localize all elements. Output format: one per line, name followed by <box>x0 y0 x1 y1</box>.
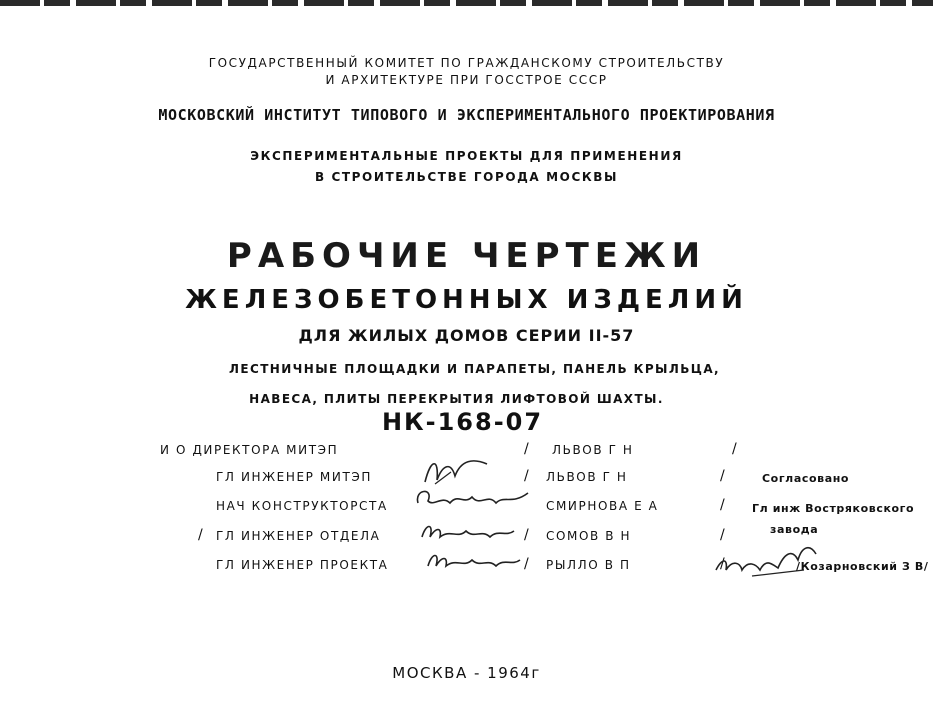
signatory-role: ГЛ ИНЖЕНЕР ОТДЕЛА <box>216 529 381 543</box>
approval-line-1: Согласовано <box>762 472 850 485</box>
signature-scribble <box>421 454 491 488</box>
items-line-2: НАВЕСА, ПЛИТЫ ПЕРЕКРЫТИЯ ЛИФТОВОЙ ШАХТЫ. <box>249 392 664 406</box>
city-and-year: МОСКВА - 1964г <box>392 664 541 682</box>
series-subtitle: ДЛЯ ЖИЛЫХ ДОМОВ СЕРИИ II-57 <box>298 326 635 345</box>
signatory-name: ЛЬВОВ Г Н <box>546 470 628 484</box>
org-line-2: И АРХИТЕКТУРЕ ПРИ ГОССТРОЕ СССР <box>325 73 608 87</box>
separator-slash: / <box>524 441 531 457</box>
signatory-name: СОМОВ В Н <box>546 529 632 543</box>
signature-scribble <box>412 485 532 513</box>
separator-slash: / <box>720 468 727 484</box>
signatory-role: ГЛ ИНЖЕНЕР МИТЭП <box>216 470 372 484</box>
top-border-rule <box>0 0 933 6</box>
separator-slash: / <box>720 527 727 543</box>
signatory-role: И О ДИРЕКТОРА МИТЭП <box>160 443 339 457</box>
approval-line-2: Гл инж Востряковского <box>752 502 915 515</box>
signature-scribble <box>424 550 524 574</box>
separator-slash: / <box>720 497 727 513</box>
approval-line-3: завода <box>770 523 819 536</box>
signatory-name: СМИРНОВА Е А <box>546 499 659 513</box>
separator-slash: / <box>524 468 531 484</box>
handwritten-signature <box>412 485 532 517</box>
document-code: НК-168-07 <box>381 408 544 436</box>
org-line-1: ГОСУДАРСТВЕННЫЙ КОМИТЕТ ПО ГРАЖДАНСКОМУ СТРОИТЕЛЬСТВУ <box>208 56 725 70</box>
experimental-line-1: ЭКСПЕРИМЕНТАЛЬНЫЕ ПРОЕКТЫ ДЛЯ ПРИМЕНЕНИЯ <box>250 149 683 163</box>
separator-slash: / <box>923 560 929 573</box>
experimental-line-2: В СТРОИТЕЛЬСТВЕ ГОРОДА МОСКВЫ <box>314 170 619 184</box>
institute-name: МОСКОВСКИЙ ИНСТИТУТ ТИПОВОГО И ЭКСПЕРИМЕНТАЛЬНОГО ПРОЕКТИРОВАНИЯ <box>158 106 775 124</box>
approver-name: Козарновский З В <box>800 560 924 573</box>
signatory-role: НАЧ КОНСТРУКТОРСТА <box>216 499 388 513</box>
signatory-name: РЫЛЛО В П <box>546 558 631 572</box>
separator-slash: / <box>524 556 531 572</box>
signature-scribble <box>418 521 518 545</box>
separator-slash: / <box>720 556 727 572</box>
separator-slash: / <box>524 527 531 543</box>
handwritten-signature <box>424 550 524 578</box>
separator-slash: / <box>796 560 801 573</box>
document-title-line-2: ЖЕЛЕЗОБЕТОННЫХ ИЗДЕЛИЙ <box>185 285 748 315</box>
approval-name <box>796 560 928 573</box>
separator-slash: / <box>732 441 739 457</box>
signatory-name: ЛЬВОВ Г Н <box>552 443 634 457</box>
items-line-1: ЛЕСТНИЧНЫЕ ПЛОЩАДКИ И ПАРАПЕТЫ, ПАНЕЛЬ КРЫЛЬЦА, <box>229 362 720 376</box>
separator-slash: / <box>198 527 205 543</box>
handwritten-signature <box>418 521 518 549</box>
signatory-role: ГЛ ИНЖЕНЕР ПРОЕКТА <box>216 558 389 572</box>
document-title-line-1: РАБОЧИЕ ЧЕРТЕЖИ <box>226 236 707 276</box>
